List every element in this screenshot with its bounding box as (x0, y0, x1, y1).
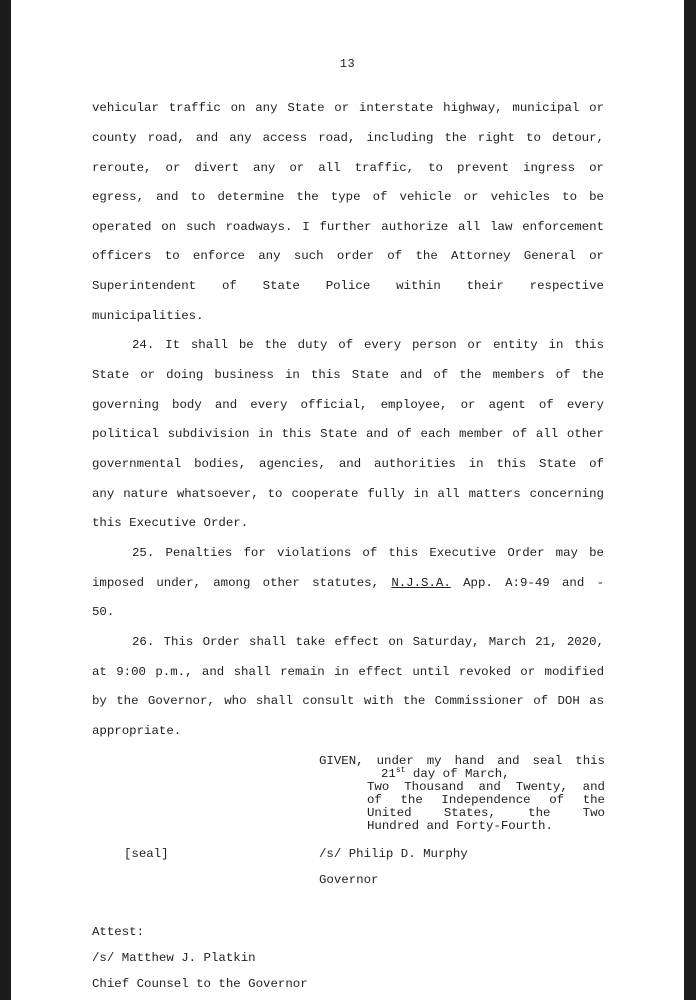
text-line: any nature whatsoever, to cooperate fully in all matters concerning (92, 487, 604, 501)
document-page (11, 0, 684, 1000)
page-number: 13 (339, 57, 356, 71)
attest-title: Chief Counsel to the Governor (92, 977, 308, 991)
text-line: vehicular traffic on any State or interstate highway, municipal or (92, 101, 604, 115)
text-line: officers to enforce any such order of the Attorney General or (92, 249, 604, 263)
text-line: egress, and to determine the type of vehicle or vehicles to be (92, 190, 604, 204)
seal-placeholder: [seal] (124, 847, 169, 861)
given-day-number: 21 (381, 767, 396, 781)
scan-border-left (0, 0, 11, 1000)
statute-citation: N.J.S.A. (391, 576, 451, 590)
text-line: municipalities. (92, 309, 204, 323)
attest-label: Attest: (92, 925, 145, 939)
text-line: reroute, or divert any or all traffic, to prevent ingress or (92, 161, 604, 175)
text-line: political subdivision in this State and of each member of all other (92, 427, 604, 441)
given-line: Two Thousand and Twenty, and (367, 780, 605, 794)
given-day-suffix: st (395, 765, 406, 775)
given-line: United States, the Two (367, 806, 605, 820)
governor-title: Governor (319, 873, 379, 887)
text-line: governmental bodies, agencies, and authorities in this State of (92, 457, 604, 471)
attest-signature: /s/ Matthew J. Platkin (92, 951, 256, 965)
text-line: operated on such roadways. I further authorize all law enforcement (92, 220, 604, 234)
text-line: State or doing business in this State and of the members of the (92, 368, 604, 382)
text-line: this Executive Order. (92, 516, 249, 530)
paragraph-26-first-line: 26. This Order shall take effect on Saturday, March 21, 2020, (132, 635, 604, 649)
text-line: at 9:00 p.m., and shall remain in effect until revoked or modified (92, 665, 604, 679)
given-line: Hundred and Forty-Fourth. (367, 819, 553, 833)
text-line (92, 575, 604, 591)
text-line: appropriate. (92, 724, 182, 738)
text-line: Superintendent of State Police within their respective (92, 279, 604, 293)
text-line: by the Governor, who shall consult with the Commissioner of DOH as (92, 694, 604, 708)
text-line: 50. (92, 605, 115, 619)
governor-signature: /s/ Philip D. Murphy (319, 847, 468, 861)
scan-border-right (684, 0, 696, 1000)
statute-lead-text: imposed under, among other statutes, (92, 576, 380, 590)
statute-section: App. A:9-49 and - (463, 576, 605, 590)
paragraph-24-first-line: 24. It shall be the duty of every person or entity in this (132, 338, 604, 352)
given-line: GIVEN, under my hand and seal this (319, 754, 605, 768)
text-line: governing body and every official, employee, or agent of every (92, 398, 604, 412)
given-day-rest: day of March, (405, 767, 510, 781)
paragraph-25-first-line: 25. Penalties for violations of this Executive Order may be (132, 546, 604, 560)
text-line: county road, and any access road, including the right to detour, (92, 131, 604, 145)
given-line: of the Independence of the (367, 793, 605, 807)
